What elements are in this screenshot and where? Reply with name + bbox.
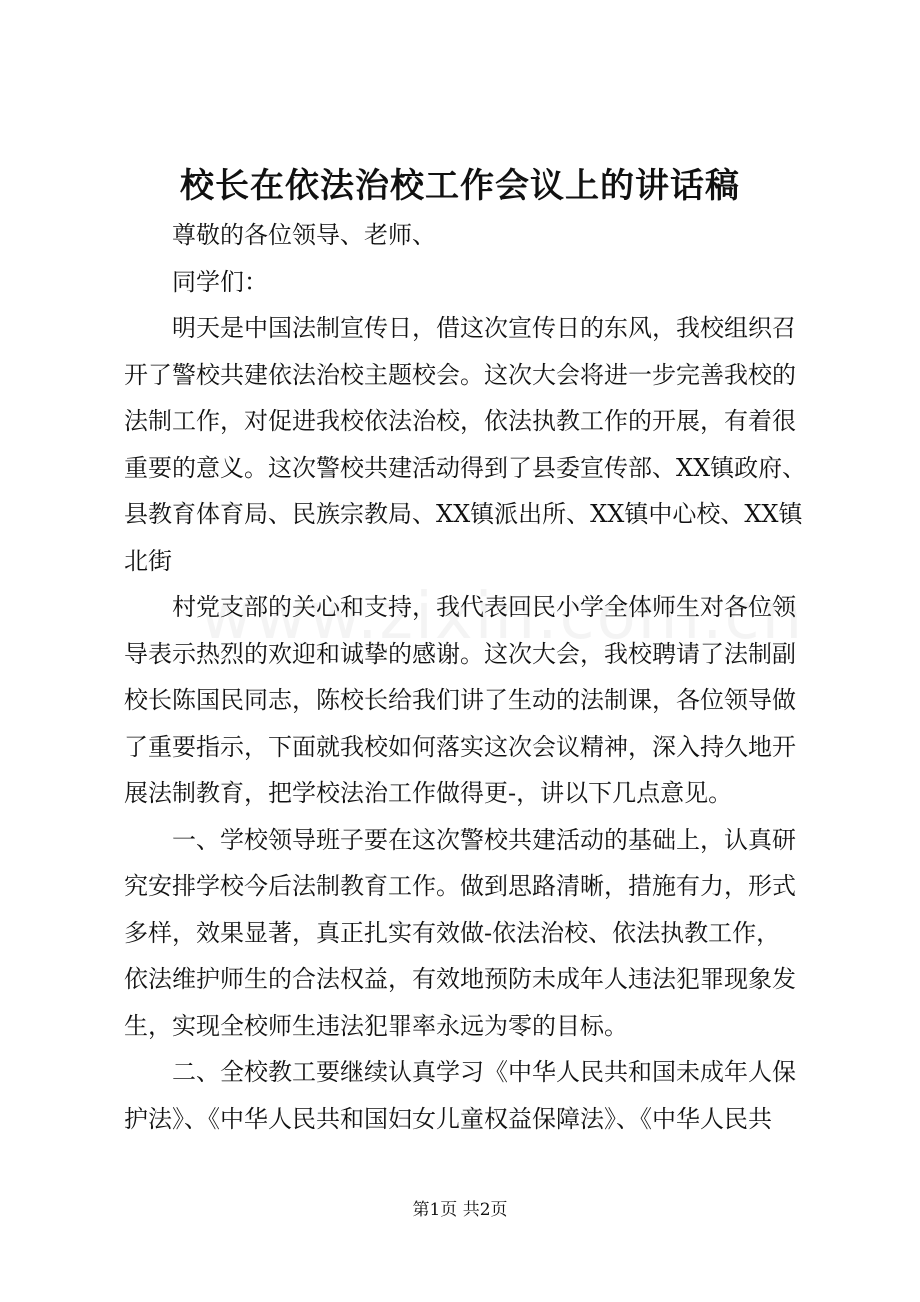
greeting-line: 尊敬的各位领导、老师、 [172, 221, 436, 249]
text-line: 校长陈国民同志，陈校长给我们讲了生动的法制课，各位领导做 [124, 686, 796, 714]
text-line: 北街 [124, 546, 172, 575]
paragraph-2 [124, 584, 800, 817]
text-line: 了重要指示，下面就我校如何落实这次会议精神，深入持久地开 [124, 732, 796, 761]
paragraph-3 [124, 817, 800, 1050]
text-line: 依法维护师生的合法权益，有效地预防未成年人违法犯罪现象发 [124, 965, 796, 993]
text-line: 生，实现全校师生违法犯罪率永远为零的目标。 [124, 1011, 628, 1040]
paragraph-1 [124, 305, 807, 584]
page-footer: 第1页 共2页 [412, 1200, 508, 1220]
text-line: 护法》、《中华人民共和国妇女儿童权益保障法》、《中华人民共 [124, 1104, 772, 1133]
document-title: 校长在依法治校工作会议上的讲话稿 [180, 166, 740, 206]
text-line: 一、学校领导班子要在这次警校共建活动的基础上，认真研 [172, 825, 796, 854]
text-line: 重要的意义。这次警校共建活动得到了县委宣传部、XX镇政府、 [124, 453, 807, 482]
text-line: 究安排学校今后法制教育工作。做到思路清晰，措施有力，形式 [124, 872, 796, 900]
text-line: 二、全校教工要继续认真学习《中华人民共和国未成年人保 [172, 1058, 796, 1086]
text-line: 明天是中国法制宣传日，借这次宣传日的东风，我校组织召 [172, 314, 796, 342]
document-body [124, 212, 807, 1142]
text-line: 村党支部的关心和支持，我代表回民小学全体师生对各位领 [172, 593, 796, 621]
text-line: 法制工作，对促进我校依法治校，依法执教工作的开展，有着很 [124, 407, 796, 435]
text-line: 展法制教育，把学校法治工作做得更-，讲以下几点意见。 [124, 779, 733, 807]
text-line: 多样，效果显著，真正扎实有效做-依法治校、依法执教工作， [124, 918, 781, 947]
text-line: 导表示热烈的欢迎和诚挚的感谢。这次大会，我校聘请了法制副 [124, 639, 796, 668]
paragraph-4 [124, 1049, 800, 1142]
text-line: 县教育体育局、民族宗教局、XX镇派出所、XX镇中心校、XX镇 [124, 500, 803, 528]
greeting-line: 同学们： [172, 267, 268, 296]
text-line: 开了警校共建依法治校主题校会。这次大会将进一步完善我校的 [124, 360, 796, 389]
